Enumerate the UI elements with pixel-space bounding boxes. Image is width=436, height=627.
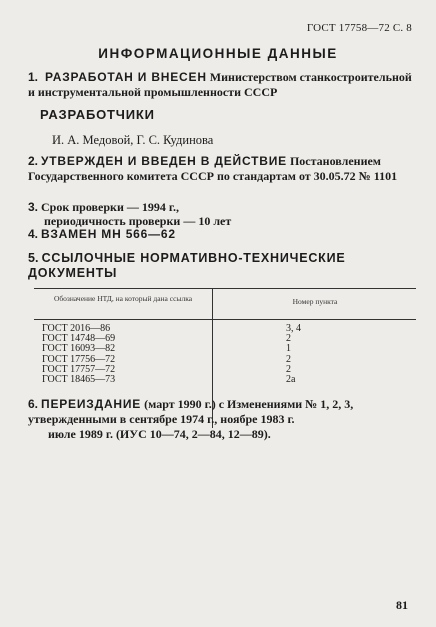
section-caps: ВЗАМЕН МН 566—62 xyxy=(41,227,176,241)
table-cell-doc: ГОСТ 18465—73 xyxy=(42,373,116,385)
table-cell-item: 2а xyxy=(286,373,296,385)
authors: И. А. Медовой, Г. С. Кудинова xyxy=(52,133,214,147)
section-number: 4. xyxy=(28,227,39,241)
page-number: 81 xyxy=(396,598,408,612)
section-caps: ССЫЛОЧНЫЕ НОРМАТИВНО-ТЕХНИЧЕСКИЕ ДОКУМЕНТЫ xyxy=(28,251,346,280)
section-1 xyxy=(28,70,418,100)
table-cell-doc: ГОСТ 17756—72 xyxy=(42,353,116,365)
table-top-rule xyxy=(34,288,416,289)
table-header-document: Обозначение НТД, на который дана ссылка xyxy=(53,294,193,303)
table-cell-doc: ГОСТ 16093—82 xyxy=(42,343,116,355)
section-text: Постановлением Государственного комитета СССР по стандартам от 30.05.72 № 1101 xyxy=(28,154,398,183)
section-number: 3. xyxy=(28,200,39,214)
section-caps: ПЕРЕИЗДАНИЕ xyxy=(41,397,142,411)
table-cell-doc: ГОСТ 17757—72 xyxy=(42,363,116,375)
table-doc-column xyxy=(42,324,115,385)
section-text: (март 1990 г.) с Изменениями № 1, 2, 3, утвержденными в сентябре 1974 г., ноябре 1983 г. xyxy=(28,397,354,426)
section-caps: УТВЕРЖДЕН И ВВЕДЕН В ДЕЙСТВИЕ xyxy=(41,154,287,168)
page-title: ИНФОРМАЦИОННЫЕ ДАННЫЕ xyxy=(98,46,338,61)
section-text: Министерством станкостроительной и инструментальной промышленности СССР xyxy=(28,70,412,99)
section-text: Срок проверки — 1994 г., xyxy=(41,200,179,214)
section-5 xyxy=(28,251,418,281)
section-text-continued: июле 1989 г. (ИУС 10—74, 2—84, 12—89). xyxy=(48,427,271,441)
section-text: периодичность проверки — 10 лет xyxy=(44,214,232,228)
section-4 xyxy=(28,227,176,242)
table-cell-item: 3, 4 xyxy=(286,323,301,334)
section-caps: РАЗРАБОТАН И ВНЕСЕН xyxy=(45,70,207,84)
table-cell-item: 1 xyxy=(286,343,291,355)
section-number: 2. xyxy=(28,154,39,168)
section-number: 5. xyxy=(28,251,39,265)
table-header-rule xyxy=(34,319,416,320)
section-6 xyxy=(28,397,420,442)
table-cell-doc: ГОСТ 2016—86 xyxy=(42,323,111,334)
page-header: ГОСТ 17758—72 С. 8 xyxy=(306,22,412,34)
table-cell-item: 2 xyxy=(286,363,291,375)
table-cell-item: 2 xyxy=(286,333,291,345)
developers-heading: РАЗРАБОТЧИКИ xyxy=(40,107,155,122)
table-item-column xyxy=(286,324,301,385)
section-number: 1. xyxy=(28,70,39,84)
section-number: 6. xyxy=(28,397,39,411)
section-2 xyxy=(28,154,420,184)
table-header-item: Номер пункта xyxy=(292,297,338,306)
table-cell-doc: ГОСТ 14748—69 xyxy=(42,333,116,345)
table-cell-item: 2 xyxy=(286,353,291,365)
section-3 xyxy=(28,200,179,215)
